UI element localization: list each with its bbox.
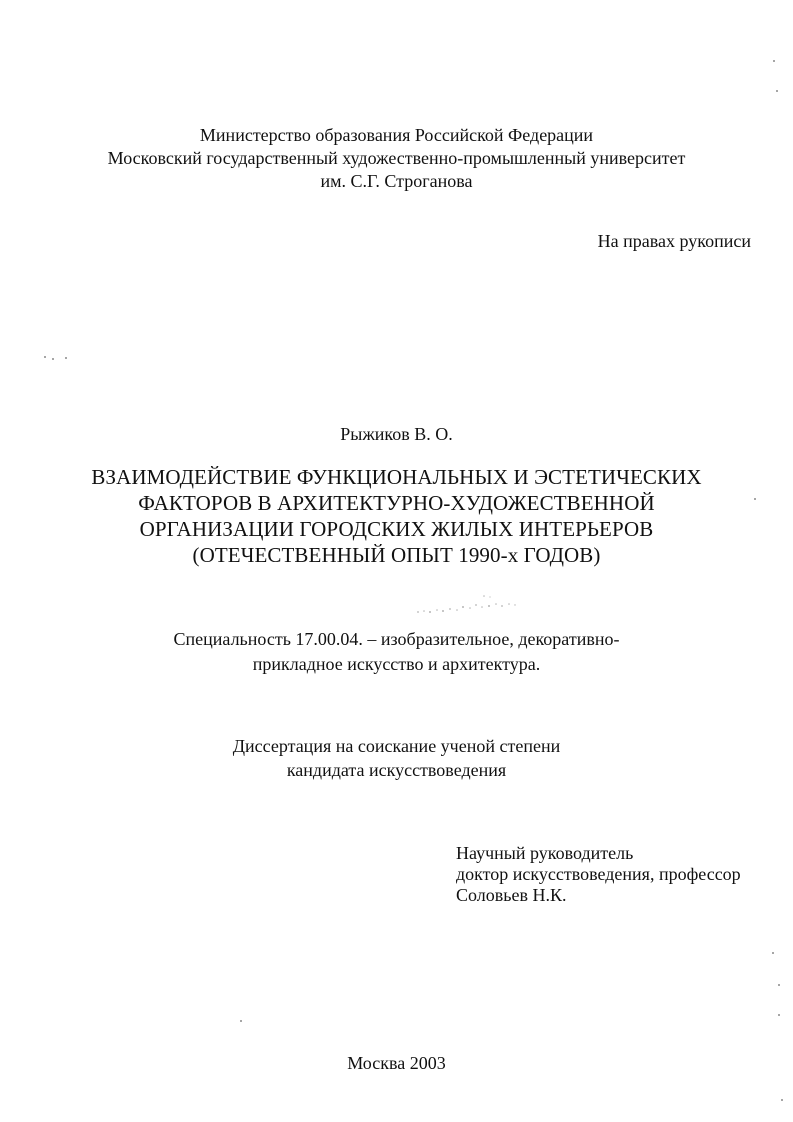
scientific-supervisor	[456, 843, 741, 906]
scan-speck	[778, 1014, 780, 1016]
specialty-statement	[0, 627, 793, 677]
scan-speck	[781, 1099, 783, 1101]
specialty-line-2: прикладное искусство и архитектура.	[252, 654, 541, 674]
degree-line-1: Диссертация на соискание ученой степени	[232, 736, 561, 756]
supervisor-degree: доктор искусствоведения, профессор	[456, 864, 741, 884]
ministry-line: Министерство образования Российской Федерации	[199, 125, 594, 145]
scan-speck	[44, 356, 46, 358]
scan-speck	[52, 358, 54, 360]
faint-stamp-mark	[410, 592, 522, 620]
scan-speck	[778, 984, 780, 986]
university-line: Московский государственный художественно-промышленный университет	[107, 148, 686, 168]
institution-header	[0, 124, 793, 193]
scan-speck	[776, 90, 778, 92]
dissertation-title	[0, 464, 793, 568]
title-line-2: ФАКТОРОВ В АРХИТЕКТУРНО-ХУДОЖЕСТВЕННОЙ	[138, 491, 655, 515]
title-line-4: (ОТЕЧЕСТВЕННЫЙ ОПЫТ 1990-х ГОДОВ)	[192, 543, 601, 567]
degree-line-2: кандидата искусствоведения	[286, 760, 507, 780]
title-line-1: ВЗАИМОДЕЙСТВИЕ ФУНКЦИОНАЛЬНЫХ И ЭСТЕТИЧЕСКИХ	[91, 465, 702, 489]
scan-speck	[773, 60, 775, 62]
scan-speck	[772, 952, 774, 954]
supervisor-name: Соловьев Н.К.	[456, 885, 567, 905]
scan-speck	[240, 1020, 242, 1022]
manuscript-rights-note: На правах рукописи	[597, 231, 751, 251]
degree-statement	[0, 734, 793, 782]
university-name-line: им. С.Г. Строганова	[320, 171, 473, 191]
supervisor-role: Научный руководитель	[456, 843, 634, 863]
author-name: Рыжиков В. О.	[340, 424, 453, 444]
title-line-3: ОРГАНИЗАЦИИ ГОРОДСКИХ ЖИЛЫХ ИНТЕРЬЕРОВ	[139, 517, 654, 541]
scan-speck	[65, 357, 67, 359]
specialty-line-1: Специальность 17.00.04. – изобразительное, декоративно-	[173, 629, 620, 649]
city-year: Москва 2003	[347, 1053, 446, 1073]
scan-speck	[754, 498, 756, 500]
